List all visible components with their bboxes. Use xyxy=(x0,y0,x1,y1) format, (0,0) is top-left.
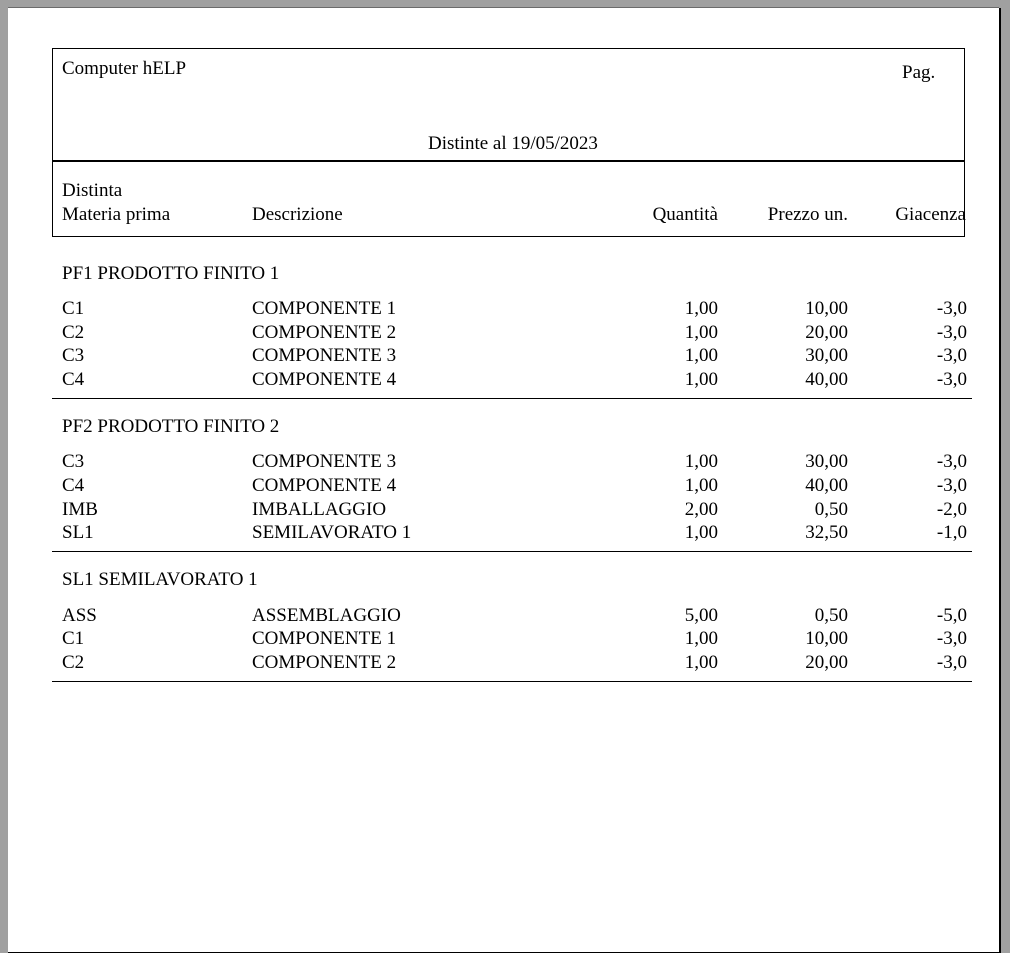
row-quantity: 2,00 xyxy=(684,499,718,520)
row-code: C3 xyxy=(62,345,85,366)
row-code: C4 xyxy=(62,475,85,496)
row-stock: -3,0 xyxy=(936,345,967,366)
row-stock: -2,0 xyxy=(936,499,967,520)
row-description: SEMILAVORATO 1 xyxy=(252,522,412,543)
row-stock: -5,0 xyxy=(936,605,967,626)
row-stock: -3,0 xyxy=(936,475,967,496)
row-price: 10,00 xyxy=(805,298,848,319)
row-description: COMPONENTE 1 xyxy=(252,628,397,649)
row-quantity: 1,00 xyxy=(684,345,718,366)
page-shadow-right xyxy=(999,10,1001,953)
row-stock: -1,0 xyxy=(936,522,967,543)
row-code: C1 xyxy=(62,298,85,319)
row-code: C2 xyxy=(62,652,85,673)
row-quantity: 1,00 xyxy=(684,628,718,649)
row-stock: -3,0 xyxy=(936,298,967,319)
header-divider xyxy=(52,160,965,162)
group-divider xyxy=(52,551,972,552)
row-code: C3 xyxy=(62,451,85,472)
group-divider xyxy=(52,681,972,682)
row-quantity: 1,00 xyxy=(684,322,718,343)
report-page xyxy=(8,8,999,953)
column-descrizione: Descrizione xyxy=(252,204,343,225)
row-price: 30,00 xyxy=(805,451,848,472)
row-description: COMPONENTE 4 xyxy=(252,475,397,496)
row-quantity: 1,00 xyxy=(684,298,718,319)
row-quantity: 1,00 xyxy=(684,522,718,543)
row-quantity: 5,00 xyxy=(684,605,718,626)
row-price: 20,00 xyxy=(805,652,848,673)
column-prezzo: Prezzo un. xyxy=(767,204,848,225)
row-code: ASS xyxy=(62,605,97,626)
row-stock: -3,0 xyxy=(936,628,967,649)
column-giacenza: Giacenza xyxy=(895,204,966,225)
row-price: 0,50 xyxy=(814,499,848,520)
row-quantity: 1,00 xyxy=(684,369,718,390)
group-title: PF1 PRODOTTO FINITO 1 xyxy=(62,263,280,284)
row-quantity: 1,00 xyxy=(684,451,718,472)
row-description: COMPONENTE 2 xyxy=(252,322,397,343)
row-description: COMPONENTE 1 xyxy=(252,298,397,319)
row-description: COMPONENTE 3 xyxy=(252,451,397,472)
report-title: Distinte al 19/05/2023 xyxy=(428,133,598,154)
column-distinta: Distinta xyxy=(62,180,123,201)
row-price: 32,50 xyxy=(805,522,848,543)
row-description: ASSEMBLAGGIO xyxy=(252,605,401,626)
row-description: IMBALLAGGIO xyxy=(252,499,387,520)
column-materia-prima: Materia prima xyxy=(62,204,171,225)
row-stock: -3,0 xyxy=(936,451,967,472)
group-title: PF2 PRODOTTO FINITO 2 xyxy=(62,416,280,437)
row-quantity: 1,00 xyxy=(684,475,718,496)
row-price: 30,00 xyxy=(805,345,848,366)
company-name: Computer hELP xyxy=(62,58,187,79)
row-code: SL1 xyxy=(62,522,94,543)
page-label: Pag. xyxy=(902,62,936,83)
row-code: C4 xyxy=(62,369,85,390)
row-stock: -3,0 xyxy=(936,652,967,673)
row-stock: -3,0 xyxy=(936,369,967,390)
row-description: COMPONENTE 4 xyxy=(252,369,397,390)
group-divider xyxy=(52,398,972,399)
column-quantita: Quantità xyxy=(652,204,718,225)
row-description: COMPONENTE 3 xyxy=(252,345,397,366)
row-price: 40,00 xyxy=(805,475,848,496)
row-price: 0,50 xyxy=(814,605,848,626)
row-code: C2 xyxy=(62,322,85,343)
row-quantity: 1,00 xyxy=(684,652,718,673)
row-price: 40,00 xyxy=(805,369,848,390)
row-price: 20,00 xyxy=(805,322,848,343)
row-stock: -3,0 xyxy=(936,322,967,343)
row-description: COMPONENTE 2 xyxy=(252,652,397,673)
row-code: C1 xyxy=(62,628,85,649)
group-title: SL1 SEMILAVORATO 1 xyxy=(62,569,258,590)
row-price: 10,00 xyxy=(805,628,848,649)
row-code: IMB xyxy=(62,499,98,520)
